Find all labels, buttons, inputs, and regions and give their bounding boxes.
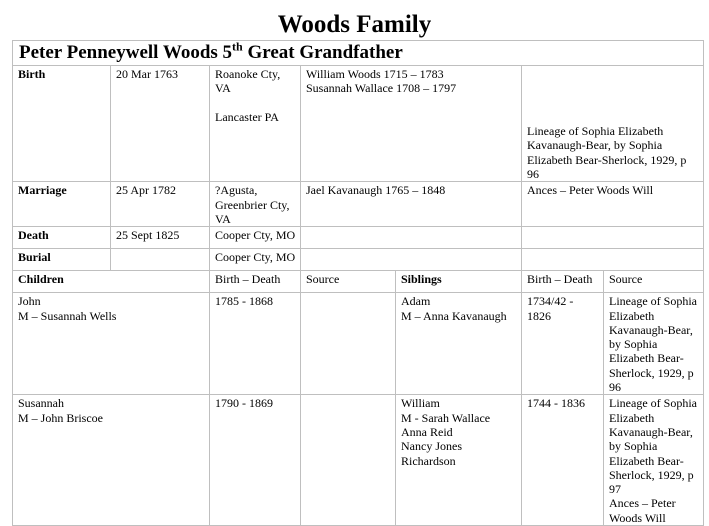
sibling-line: Adam xyxy=(401,294,431,309)
death-extra xyxy=(301,227,522,249)
child-source-column-header: Source xyxy=(301,271,396,293)
document-title: Woods Family xyxy=(277,11,432,38)
marriage-row xyxy=(13,182,704,227)
burial-place: Cooper Cty, MO xyxy=(210,249,301,271)
death-source xyxy=(522,227,704,249)
child-spouse: M – Susannah Wells xyxy=(18,308,117,323)
sibling-line: M – Anna Kavanaugh xyxy=(401,308,507,323)
table-row xyxy=(13,293,704,395)
sibling-line: William xyxy=(401,396,440,411)
person-header-row xyxy=(13,41,704,66)
child-name: Susannah xyxy=(18,396,64,411)
child-dates: 1790 - 1869 xyxy=(210,395,301,526)
children-header-row xyxy=(13,271,704,293)
person-name: Peter Penneywell Woods 5 xyxy=(19,42,233,63)
burial-label: Burial xyxy=(13,249,111,271)
birth-place-alt: Lancaster PA xyxy=(215,109,279,124)
sibling-dates: 1734/42 - 1826 xyxy=(522,293,604,395)
child-dates-column-header: Birth – Death xyxy=(210,271,301,293)
siblings-column-header: Siblings xyxy=(396,271,522,293)
sibling-dates: 1744 - 1836 xyxy=(522,395,604,526)
sibling-dates-column-header: Birth – Death xyxy=(522,271,604,293)
child-cell xyxy=(13,293,210,395)
birth-place: Roanoke Cty, VA xyxy=(215,67,281,96)
birth-date: 20 Mar 1763 xyxy=(111,66,210,182)
person-heading xyxy=(13,41,704,66)
birth-row xyxy=(13,66,704,182)
spouse: Jael Kavanaugh 1765 – 1848 xyxy=(301,182,522,227)
death-place: Cooper Cty, MO xyxy=(210,227,301,249)
marriage-date: 25 Apr 1782 xyxy=(111,182,210,227)
sibling-source-column-header: Source xyxy=(604,271,704,293)
birth-parents-cell xyxy=(301,66,522,182)
burial-source xyxy=(522,249,704,271)
sibling-source-cell xyxy=(604,395,704,526)
death-date: 25 Sept 1825 xyxy=(111,227,210,249)
marriage-label: Marriage xyxy=(13,182,111,227)
child-spouse: M – John Briscoe xyxy=(18,410,103,425)
marriage-source: Ances – Peter Woods Will xyxy=(522,182,704,227)
sibling-cell xyxy=(396,395,522,526)
child-dates: 1785 - 1868 xyxy=(210,293,301,395)
birth-source-cell xyxy=(522,66,704,182)
sibling-source: Lineage of Sophia Elizabeth Kavanaugh-Bear, by Sophia Elizabeth Bear-Sherlock, 1929, p 97 xyxy=(609,396,697,497)
sibling-line: Nancy Jones Richardson xyxy=(401,439,462,468)
burial-row xyxy=(13,249,704,271)
person-relation: Great Grandfather xyxy=(242,42,403,63)
child-name: John xyxy=(18,294,41,309)
death-row xyxy=(13,227,704,249)
death-label: Death xyxy=(13,227,111,249)
children-column-header: Children xyxy=(13,271,210,293)
sibling-line: M - Sarah Wallace xyxy=(401,410,491,425)
generation-suffix: th xyxy=(232,40,243,54)
burial-date xyxy=(111,249,210,271)
child-cell xyxy=(13,395,210,526)
sibling-source-cell xyxy=(604,293,704,395)
sibling-cell xyxy=(396,293,522,395)
family-group-table xyxy=(12,40,704,526)
marriage-place: ?Agusta, Greenbrier Cty, VA xyxy=(210,182,301,227)
birth-place-cell xyxy=(210,66,301,182)
burial-extra xyxy=(301,249,522,271)
child-source xyxy=(301,395,396,526)
mother: Susannah Wallace 1708 – 1797 xyxy=(306,81,457,96)
birth-label: Birth xyxy=(13,66,111,182)
birth-source: Lineage of Sophia Elizabeth Kavanaugh-Bear, by Sophia Elizabeth Bear-Sherlock, 1929, p 96 xyxy=(527,124,687,182)
sibling-source: Lineage of Sophia Elizabeth Kavanaugh-Bear, by Sophia Elizabeth Bear-Sherlock, 1929, p 96 xyxy=(609,294,697,395)
child-source xyxy=(301,293,396,395)
sibling-source: Ances – Peter Woods Will xyxy=(609,496,676,525)
father: William Woods 1715 – 1783 xyxy=(306,67,444,81)
table-row xyxy=(13,395,704,526)
sibling-line: Anna Reid xyxy=(401,424,453,439)
